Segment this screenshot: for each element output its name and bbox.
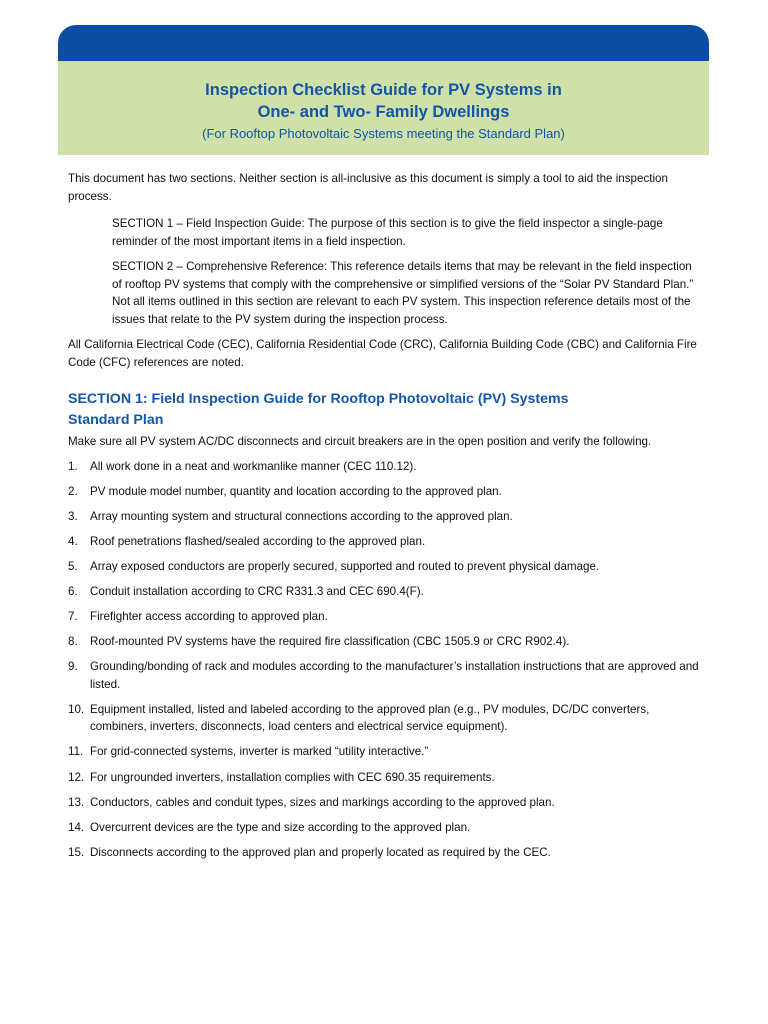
item-number: 11. [68,745,84,759]
item-text: For ungrounded inverters, installation complies with CEC 690.35 requirements. [90,770,495,784]
checklist-item [68,458,708,476]
item-number: 10. [68,702,85,716]
checklist-item [68,608,708,626]
item-text: Array exposed conductors are properly secured, supported and routed to prevent physical damage. [90,559,600,573]
item-text: Conductors, cables and conduit types, sizes and markings according to the approved plan. [90,795,555,809]
item-number: 7. [68,610,78,624]
item-text: Disconnects according to the approved plan and properly located as required by the CEC. [90,845,551,859]
checklist-item [68,558,708,576]
item-text: Overcurrent devices are the type and size according to the approved plan. [90,820,471,834]
item-text: Roof penetrations flashed/sealed according to the approved plan. [90,534,426,548]
item-text: Grounding/bonding of rack and modules according to the manufacturer’s installation instructions that are approved and listed. [90,660,699,691]
checklist-item [68,508,708,526]
item-text: All work done in a neat and workmanlike manner (CEC 110.12). [90,459,417,473]
item-number: 8. [68,635,78,649]
section1-heading-line-2: Standard Plan [68,412,164,428]
section1-heading-line-1: SECTION 1: Field Inspection Guide for Rooftop Photovoltaic (PV) Systems [68,391,569,407]
title-line-1: Inspection Checklist Guide for PV Systems in [205,81,562,99]
item-text: Array mounting system and structural connections according to the approved plan. [90,509,513,523]
item-text: Roof-mounted PV systems have the required fire classification (CBC 1505.9 or CRC R902.4). [90,635,570,649]
section2-description: SECTION 2 – Comprehensive Reference: This reference details items that may be relevant in the field inspection of rooftop PV systems that comply with the comprehensive or simplified versions of the “Solar PV Standard Plan.” Not all items outlined in this section are relevant to each PV system. This inspection reference details most of the issues that relate to the PV system during the inspection process. [112,260,694,326]
item-number: 3. [68,509,78,523]
checklist-item [68,533,708,551]
item-number: 12. [68,770,85,784]
code-references-note: All California Electrical Code (CEC), California Residential Code (CRC), California Building Code (CBC) and California Fire Code (CFC) references are noted. [68,338,697,369]
section1-heading [68,389,708,431]
item-number: 2. [68,484,78,498]
checklist-item [68,743,708,761]
checklist-item [68,819,708,837]
title-line-2: One- and Two- Family Dwellings [257,103,510,121]
item-number: 1. [68,459,78,473]
checklist-item [68,583,708,601]
item-number: 4. [68,534,78,548]
item-text: Conduit installation according to CRC R331.3 and CEC 690.4(F). [90,584,424,598]
checklist-item [68,658,708,693]
document-title [58,61,709,123]
item-number: 5. [68,559,78,573]
header-top-bar [58,25,709,61]
item-number: 14. [68,820,85,834]
section1-lead: Make sure all PV system AC/DC disconnects and circuit breakers are in the open position and verify the following. [68,435,652,448]
item-number: 9. [68,660,78,674]
item-text: Firefighter access according to approved plan. [90,610,328,624]
checklist-item [68,794,708,812]
checklist-item [68,701,708,736]
checklist-item [68,633,708,651]
checklist-item [68,844,708,862]
checklist-item [68,769,708,787]
item-number: 6. [68,584,78,598]
item-number: 13. [68,795,85,809]
checklist-item [68,483,708,501]
item-text: PV module model number, quantity and location according to the approved plan. [90,484,502,498]
document-subtitle: (For Rooftop Photovoltaic Systems meeting the Standard Plan) [202,126,565,141]
item-text: For grid-connected systems, inverter is marked “utility interactive.” [90,745,429,759]
document-body [68,170,708,869]
item-text: Equipment installed, listed and labeled according to the approved plan (e.g., PV modules, DC/DC converters, combiners, inverters, disconnects, load centers and electrical service equipment). [90,702,650,734]
section1-description: SECTION 1 – Field Inspection Guide: The purpose of this section is to give the field inspector a single-page reminder of the most important items in a field inspection. [112,217,663,248]
item-number: 15. [68,845,85,859]
header-band [58,61,709,155]
inspection-checklist [68,458,708,862]
intro-paragraph: This document has two sections. Neither section is all-inclusive as this document is simply a tool to aid the inspection process. [68,172,668,203]
